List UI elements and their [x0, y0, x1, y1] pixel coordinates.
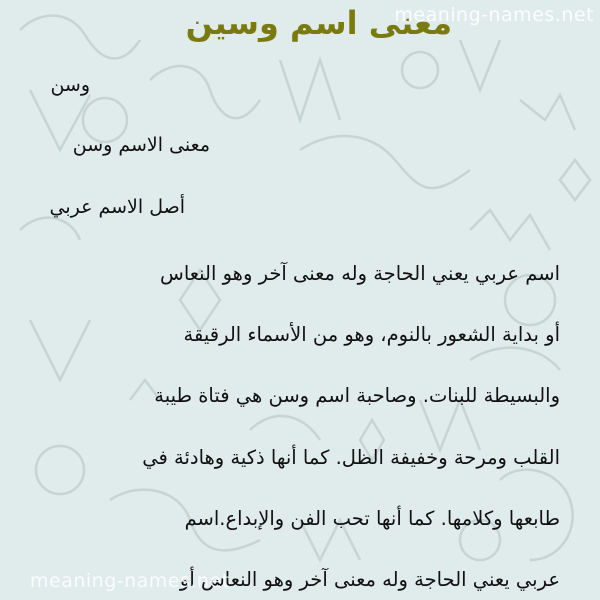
paragraph-line-2: أو بداية الشعور بالنوم، وهو من الأسماء الرقيقة [183, 323, 560, 346]
paragraph-line-4: القلب ومرحة وخفيفة الظل. كما أنها ذكية وهادئة في [142, 446, 560, 469]
meaning-label: معنى الاسم وسن [72, 134, 210, 156]
paragraph-line-3: والبسيطة للبنات. وصاحبة اسم وسن هي فتاة طيبة [154, 384, 560, 407]
paragraph-line-1: اسم عربي يعني الحاجة وله معنى آخر وهو النعاس [160, 262, 560, 285]
site-watermark-top: meaning-names.net [394, 4, 594, 26]
page-title: معنى اسم وسين [185, 4, 452, 42]
paragraph-line-5: طابعها وكلامها. كما أنها تحب الفن والإبداع.اسم [184, 507, 560, 530]
origin-label: أصل الاسم عربي [49, 196, 185, 218]
title-bar [0, 0, 600, 52]
site-watermark-bottom: meaning-names.net [30, 570, 230, 592]
paragraph-line-6: عربي يعني الحاجة وله معنى آخر وهو النعاس أو [179, 568, 560, 591]
name-line: وسن [50, 74, 90, 96]
